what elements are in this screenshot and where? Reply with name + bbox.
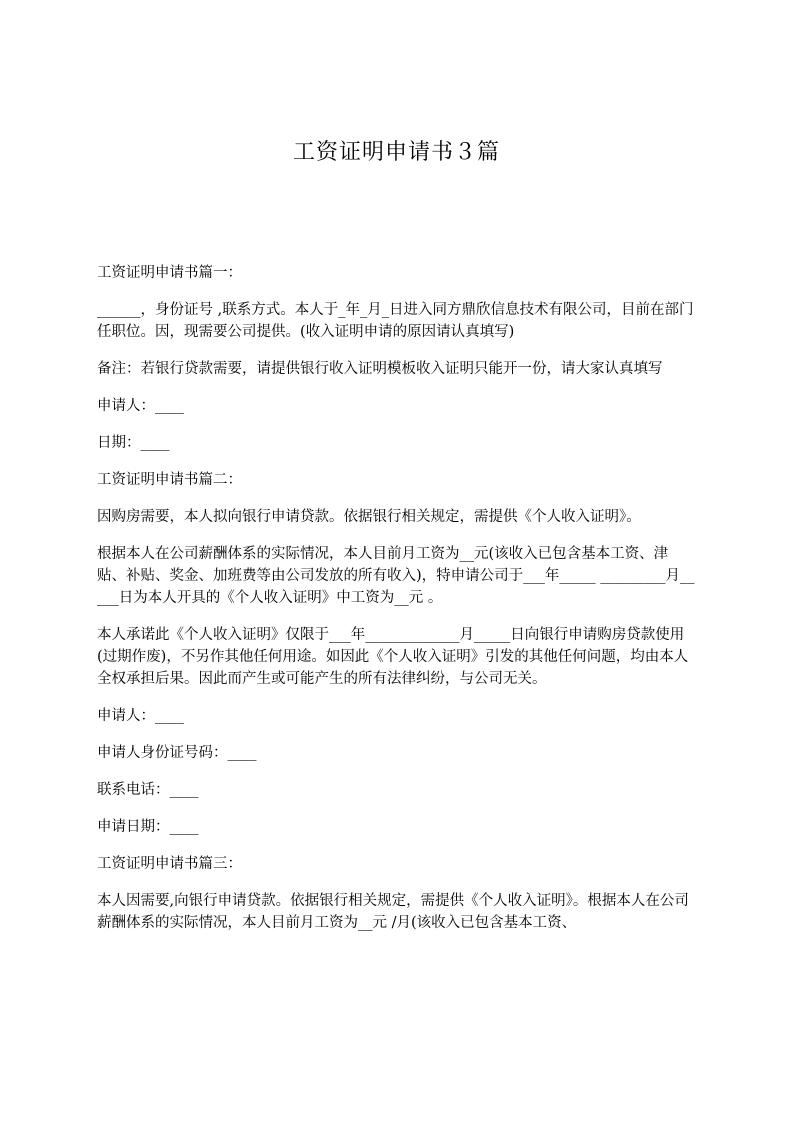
section-heading-2: 工资证明申请书篇二： — [97, 472, 242, 488]
applicant-id-line: 申请人身份证号码：____ — [97, 745, 257, 761]
document-title: 工资证明申请书３篇 — [292, 140, 500, 165]
paragraph-4: 本人承诺此《个人收入证明》仅限于___年_____________月_____日向银行申请购房贷款使用(过期作废)，不另作其他任何用途。如因此《个人收入证明》引发的其他任何问题，均由本人全权承担后果。因此而产生或可能产生的所有法律纠纷，与公司无关。 — [97, 627, 689, 687]
applicant-line-2: 申请人：____ — [97, 708, 184, 724]
paragraph-1: ______，身份证号 ,联系方式。本人于_年_月_日进入同方鼎欣信息技术有限公司，目前在部门任职位。因，现需要公司提供。(收入证明申请的原因请认真填写) — [97, 302, 694, 340]
paragraph-5: 本人因需要,向银行申请贷款。依据银行相关规定，需提供《个人收入证明》。根据本人在公司薪酬体系的实际情况，本人目前月工资为__元 /月(该收入已包含基本工资、 — [97, 893, 689, 931]
remark-paragraph: 备注：若银行贷款需要，请提供银行收入证明模板收入证明只能开一份，请大家认真填写 — [97, 361, 663, 377]
phone-line: 联系电话：____ — [97, 782, 199, 798]
applicant-line-1: 申请人：____ — [97, 398, 184, 414]
paragraph-3: 根据本人在公司薪酬体系的实际情况，本人目前月工资为__元(该收入已包含基本工资、津贴、补贴、奖金、加班费等由公司发放的所有收入)，特申请公司于___年_____ _________月_____日为本人开具的《个人收入证明》中工资为__元 。 — [97, 546, 695, 606]
section-heading-3: 工资证明申请书篇三： — [97, 856, 242, 872]
section-heading-1: 工资证明申请书篇一： — [97, 265, 242, 281]
date-line-1: 日期：____ — [97, 435, 170, 451]
document-body — [97, 262, 697, 934]
application-date-line: 申请日期：____ — [97, 819, 199, 835]
paragraph-2: 因购房需要，本人拟向银行申请贷款。依据银行相关规定，需提供《个人收入证明》。 — [97, 509, 641, 525]
